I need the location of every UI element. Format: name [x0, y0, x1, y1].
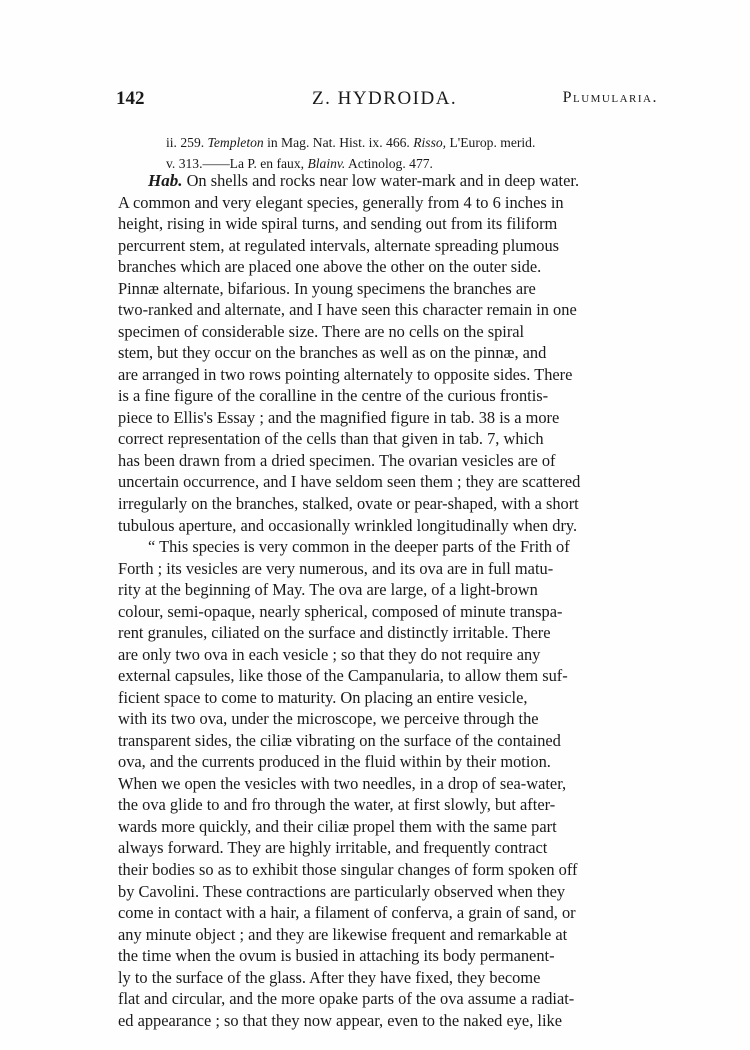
text-line: correct representation of the cells than that given in tab. 7, which [118, 429, 544, 449]
text-line: transparent sides, the ciliæ vibrating on the surface of the contained [118, 730, 561, 750]
text-line: wards more quickly, and their ciliæ propel them with the same part [118, 816, 557, 836]
running-head [116, 88, 658, 116]
text-line: external capsules, like those of the Campanularia, to allow them suf- [118, 666, 568, 686]
section-title: Z. HYDROIDA. [312, 88, 458, 109]
reference-line [166, 132, 666, 153]
text-line: percurrent stem, at regulated intervals, alternate spreading plumous [118, 235, 560, 255]
quotation-paragraph [118, 536, 662, 1031]
text-line: flat and circular, and the more opake parts of the ova assume a radiat- [118, 989, 575, 1009]
text-line: always forward. They are highly irritable, and frequently contract [118, 838, 548, 858]
text-line: height, rising in wide spiral turns, and sending out from its filiform [118, 214, 558, 234]
text-line: “ This species is very common in the deeper parts of the Frith of [148, 537, 570, 557]
text-line: rity at the beginning of May. The ova are large, of a light-brown [118, 580, 538, 600]
text-line [118, 170, 662, 192]
text-line: Forth ; its vesicles are very numerous, and its ova are in full matu- [118, 558, 554, 578]
text-line: with its two ova, under the microscope, we perceive through the [118, 709, 539, 729]
habitat-lead: Hab. [148, 171, 183, 190]
text-line: is a fine figure of the coralline in the centre of the curious frontis- [118, 386, 549, 406]
text-line: ed appearance ; so that they now appear, even to the naked eye, like [118, 1010, 562, 1030]
page-number: 142 [116, 88, 145, 109]
habitat-paragraph [118, 170, 662, 536]
text-line: stem, but they occur on the branches as well as on the pinnæ, and [118, 343, 547, 363]
text-line: are only two ova in each vesicle ; so that they do not require any [118, 644, 541, 664]
text-line: ly to the surface of the glass. After they have fixed, they become [118, 967, 541, 987]
text-line: the time when the ovum is busied in attaching its body permanent- [118, 946, 555, 966]
text-line: colour, semi-opaque, nearly spherical, composed of minute transpa- [118, 601, 563, 621]
synonymy-references [166, 132, 666, 174]
author-name: Templeton [207, 135, 264, 150]
text-line: any minute object ; and they are likewise frequent and remarkable at [118, 924, 568, 944]
body-text [118, 170, 662, 1031]
text-line: the ova glide to and fro through the water, at first slowly, but after- [118, 795, 556, 815]
text-line: piece to Ellis's Essay ; and the magnified figure in tab. 38 is a more [118, 407, 560, 427]
text-line: tubulous aperture, and occasionally wrinkled longitudinally when dry. [118, 515, 578, 535]
text-line: two-ranked and alternate, and I have seen this character remain in one [118, 300, 577, 320]
text-line: their bodies so as to exhibit those singular changes of form spoken off [118, 860, 578, 879]
reference-text: ii. 259. [166, 135, 208, 150]
text-line: are arranged in two rows pointing alternately to opposite sides. There [118, 364, 573, 384]
text-line: branches which are placed one above the other on the outer side. [118, 257, 542, 277]
text-line: uncertain occurrence, and I have seldom seen them ; they are scattered [118, 472, 581, 492]
text-line: A common and very elegant species, generally from 4 to 6 inches in [118, 192, 564, 212]
text-line: has been drawn from a dried specimen. The ovarian vesicles are of [118, 450, 556, 470]
text-line: When we open the vesicles with two needles, in a drop of sea-water, [118, 773, 567, 793]
text-line: ficient space to come to maturity. On placing an entire vesicle, [118, 687, 528, 707]
reference-text: in Mag. Nat. Hist. ix. 466. [263, 135, 414, 150]
text-line: rent granules, ciliated on the surface and distinctly irritable. There [118, 623, 551, 643]
text-line-content: On shells and rocks near low water-mark and in deep water. [182, 171, 580, 190]
genus-title: Plumularia. [562, 89, 658, 106]
reference-text: Actinolog. 477. [345, 156, 433, 171]
text-line: ova, and the currents produced in the fluid within by their motion. [118, 752, 551, 772]
author-name: Risso, [413, 135, 447, 150]
text-line: come in contact with a hair, a filament of conferva, a grain of sand, or [118, 903, 576, 923]
reference-text: v. 313.——La P. en faux, [166, 156, 308, 171]
text-line: irregularly on the branches, stalked, ovate or pear-shaped, with a short [118, 493, 579, 513]
author-name: Blainv. [307, 156, 346, 171]
text-line: by Cavolini. These contractions are particularly observed when they [118, 881, 566, 901]
text-line: specimen of considerable size. There are no cells on the spiral [118, 321, 525, 341]
text-line: Pinnæ alternate, bifarious. In young specimens the branches are [118, 278, 536, 298]
reference-text: L'Europ. merid. [446, 135, 536, 150]
